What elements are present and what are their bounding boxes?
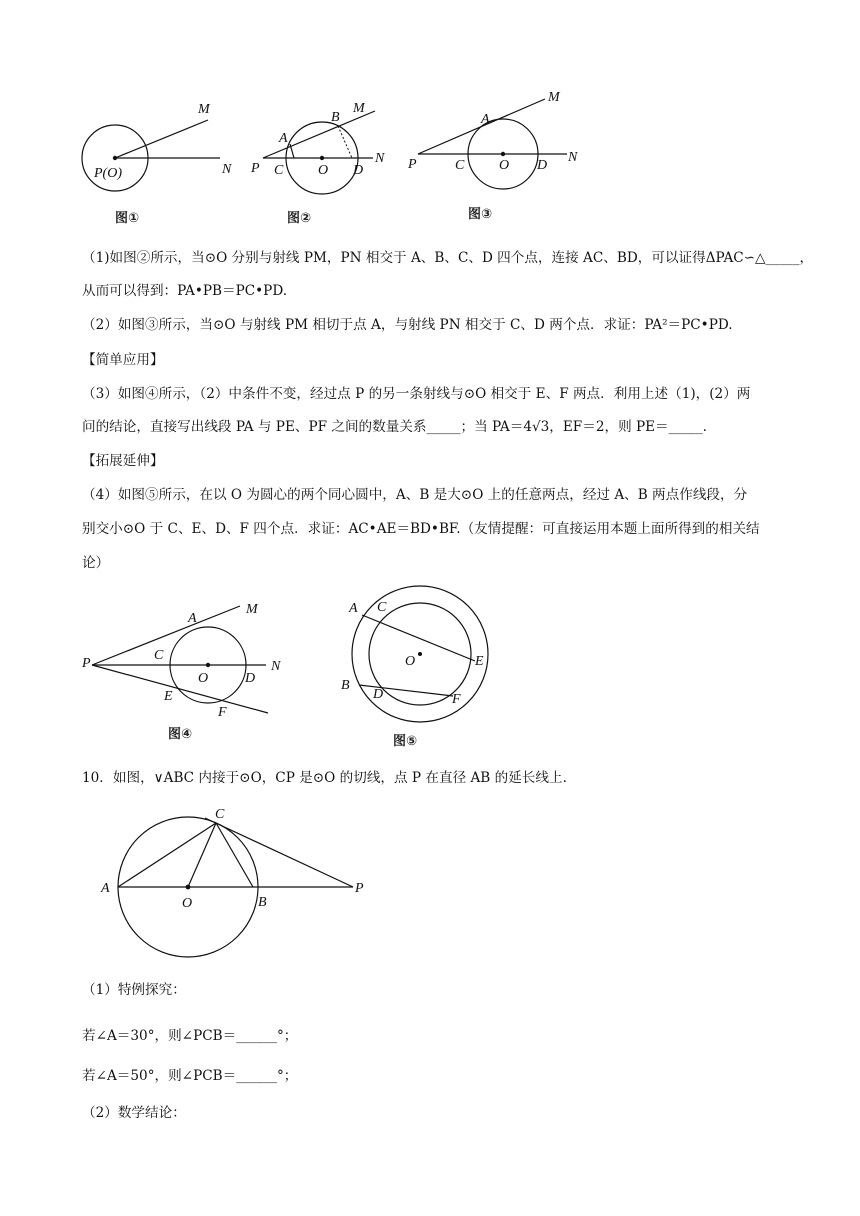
label-M: M	[353, 101, 365, 116]
label-E: E	[164, 689, 173, 704]
label-D: D	[537, 158, 548, 173]
p10-part-2-heading: （2）数学结论：	[82, 1105, 186, 1121]
figure-2-caption: 图②	[287, 211, 312, 226]
label-O: O	[182, 896, 193, 911]
label-A: A	[349, 601, 358, 616]
p10-part-1-heading: （1）特例探究：	[82, 982, 186, 998]
label-B: B	[341, 678, 350, 693]
label-A: A	[481, 112, 490, 127]
figure-4	[78, 598, 298, 750]
q3-line-1: （3）如图④所示，（2）中条件不变，经过点 P 的另一条射线与⊙O 相交于 E、F 两点．利用上述（1)，(2）两	[82, 386, 751, 402]
label-C: C	[154, 648, 164, 663]
label-C: C	[215, 807, 225, 822]
label-E: E	[475, 654, 484, 669]
problem-10-statement: 10．如图，∨ABC 内接于⊙O，CP 是⊙O 的切线，点 P 在直径 AB 的延长线上.	[82, 770, 567, 786]
q3-line-2: 问的结论，直接写出线段 PA 与 PE、PF 之间的数量关系_____；当 PA＝4√3，EF＝2，则 PE＝_____.	[82, 419, 707, 435]
q2-text: （2）如图③所示，当⊙O 与射线 PM 相切于点 A，与射线 PN 相交于 C、D 两个点．求证：PA²＝PC•PD.	[82, 317, 733, 333]
label-O: O	[405, 654, 416, 669]
figure-5	[335, 590, 505, 754]
label-O: O	[499, 158, 510, 173]
label-P: P	[355, 881, 364, 896]
label-O: O	[318, 163, 329, 178]
p10-case-a: 若∠A＝30°，则∠PCB＝______°；	[82, 1028, 298, 1044]
p10-case-b: 若∠A＝50°，则∠PCB＝______°；	[82, 1068, 298, 1084]
label-O: O	[198, 671, 209, 686]
label-N: N	[375, 151, 385, 166]
figure-2-diagram	[245, 95, 405, 230]
q4-line-1: （4）如图⑤所示，在以 O 为圆心的两个同心圆中，A、B 是大⊙O 上的任意两点，经过 A、B 两点作线段，分	[82, 487, 748, 503]
figure-1-diagram	[70, 95, 250, 230]
figure-5-caption: 图⑤	[393, 734, 418, 749]
label-N: N	[222, 162, 232, 177]
label-C: C	[274, 163, 284, 178]
label-N: N	[568, 150, 578, 165]
label-M: M	[198, 102, 210, 117]
label-A: A	[188, 611, 197, 626]
q4-line-3: 论）	[82, 555, 110, 571]
label-F: F	[452, 692, 461, 707]
label-F: F	[218, 705, 227, 720]
figure-4-diagram	[78, 598, 298, 746]
heading-extension: 【拓展延伸】	[82, 453, 164, 469]
label-C: C	[455, 158, 465, 173]
label-B: B	[258, 895, 267, 910]
figure-3-caption: 图③	[468, 207, 493, 222]
figure-2	[245, 95, 405, 234]
label-A: A	[279, 131, 288, 146]
figure-5-diagram	[335, 590, 505, 750]
figure-3-diagram	[405, 85, 595, 225]
label-C: C	[377, 600, 387, 615]
label-P: P	[408, 157, 417, 172]
figure-10	[95, 800, 385, 969]
label-M: M	[548, 90, 560, 105]
figure-4-caption: 图④	[168, 727, 193, 742]
label-N: N	[271, 659, 281, 674]
label-P: P	[82, 656, 91, 671]
heading-simple-application: 【简单应用】	[82, 352, 164, 368]
label-A: A	[101, 881, 110, 896]
q1-line-1: （1)如图②所示，当⊙O 分别与射线 PM，PN 相交于 A、B、C、D 四个点，连接 AC、BD，可以证得ΔPAC∽△_____，	[82, 250, 814, 266]
label-M: M	[246, 602, 258, 617]
label-P: P	[251, 161, 260, 176]
label-D: D	[353, 163, 364, 178]
figure-10-diagram	[95, 800, 385, 965]
figure-1-caption: 图①	[115, 211, 140, 226]
q4-line-2: 别交小⊙O 于 C、E、D、F 四个点．求证：AC•AE＝BD•BF.（友情提醒：可直接运用本题上面所得到的相关结	[82, 521, 760, 537]
label-D: D	[245, 671, 256, 686]
label-B: B	[331, 110, 340, 125]
figure-1	[70, 95, 250, 234]
label-D: D	[373, 687, 384, 702]
figure-3	[405, 85, 595, 229]
label-P-O: P(O)	[94, 166, 122, 181]
q1-line-2: 从而可以得到：PA•PB＝PC•PD.	[82, 283, 288, 299]
